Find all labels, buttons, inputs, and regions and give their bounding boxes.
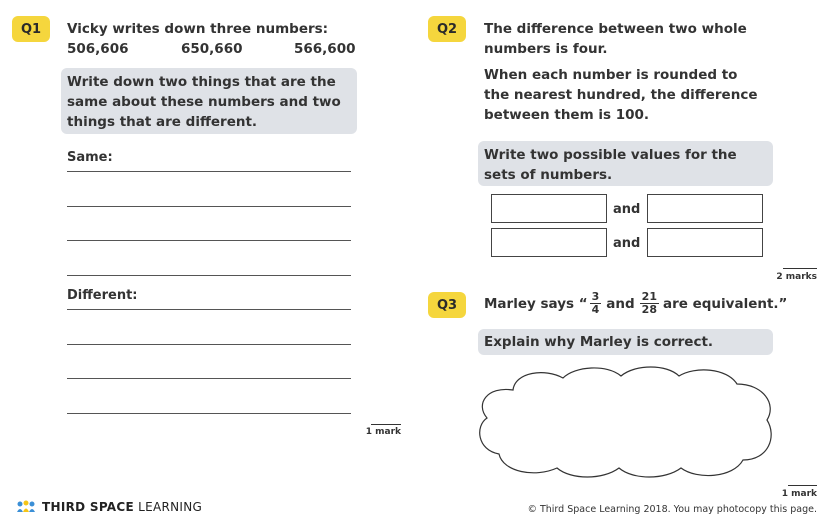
q1-number-2: 650,660 — [181, 41, 243, 57]
q1-same-line-4[interactable] — [67, 275, 351, 276]
q3-fraction-2 — [640, 291, 659, 316]
q2-prompt: The difference between two whole numbers is four. — [484, 21, 747, 57]
copyright-notice: © Third Space Learning 2018. You may photocopy this page. — [527, 504, 817, 515]
q2-and-label-1: and — [613, 202, 641, 217]
q3-fraction-1-numerator: 3 — [591, 290, 600, 303]
q3-statement — [484, 291, 787, 316]
q3-marks: 1 mark — [781, 489, 817, 499]
people-logo-icon — [16, 500, 36, 514]
logo-text-light: LEARNING — [138, 500, 203, 514]
q2-marks-line — [783, 268, 817, 269]
q2-badge: Q2 — [428, 16, 466, 42]
q1-different-line-4[interactable] — [67, 413, 351, 414]
logo-text-bold: THIRD SPACE — [42, 500, 134, 514]
q3-fraction-2-numerator: 21 — [641, 290, 657, 303]
q1-prompt: Vicky writes down three numbers: — [67, 21, 329, 37]
q2-answer-box-2a[interactable] — [491, 228, 607, 257]
q3-task-panel: Explain why Marley is correct. — [478, 329, 773, 355]
q1-same-line-3[interactable] — [67, 240, 351, 241]
q1-different-line-2[interactable] — [67, 344, 351, 345]
q1-same-line-1[interactable] — [67, 171, 351, 172]
q1-different-label: Different: — [67, 288, 138, 303]
q3-cloud-answer-area[interactable] — [475, 364, 777, 480]
q2-marks: 2 marks — [776, 272, 817, 282]
q1-different-line-1[interactable] — [67, 309, 351, 310]
q2-task-panel: Write two possible values for the sets of numbers. — [478, 141, 773, 186]
logo-text — [42, 500, 202, 514]
q1-badge: Q1 — [12, 16, 50, 42]
q3-fraction-1-denominator: 4 — [591, 303, 600, 316]
q3-fraction-2-denominator: 28 — [641, 303, 657, 316]
q2-prompt-2: When each number is rounded to the nearest hundred, the difference between them is 100. — [484, 67, 758, 123]
q3-fraction-1 — [590, 291, 602, 316]
q1-same-label: Same: — [67, 150, 113, 165]
q1-same-line-2[interactable] — [67, 206, 351, 207]
q2-answer-box-2b[interactable] — [647, 228, 763, 257]
q2-answer-box-1a[interactable] — [491, 194, 607, 223]
q2-answer-box-1b[interactable] — [647, 194, 763, 223]
third-space-learning-logo — [16, 500, 202, 514]
q1-number-3: 566,600 — [294, 41, 356, 57]
q3-says-prefix: Marley says “ — [484, 295, 588, 312]
q3-badge: Q3 — [428, 292, 466, 318]
q1-different-line-3[interactable] — [67, 378, 351, 379]
q3-says-suffix: are equivalent.” — [662, 295, 788, 312]
q1-task-panel: Write down two things that are the same about these numbers and two things that are different. — [61, 68, 357, 134]
q3-marks-line — [788, 485, 817, 486]
q2-and-label-2: and — [613, 236, 641, 251]
q1-number-1: 506,606 — [67, 41, 129, 57]
q1-marks-line — [371, 424, 401, 425]
q3-and-word: and — [606, 295, 635, 312]
q1-marks: 1 mark — [365, 427, 401, 437]
